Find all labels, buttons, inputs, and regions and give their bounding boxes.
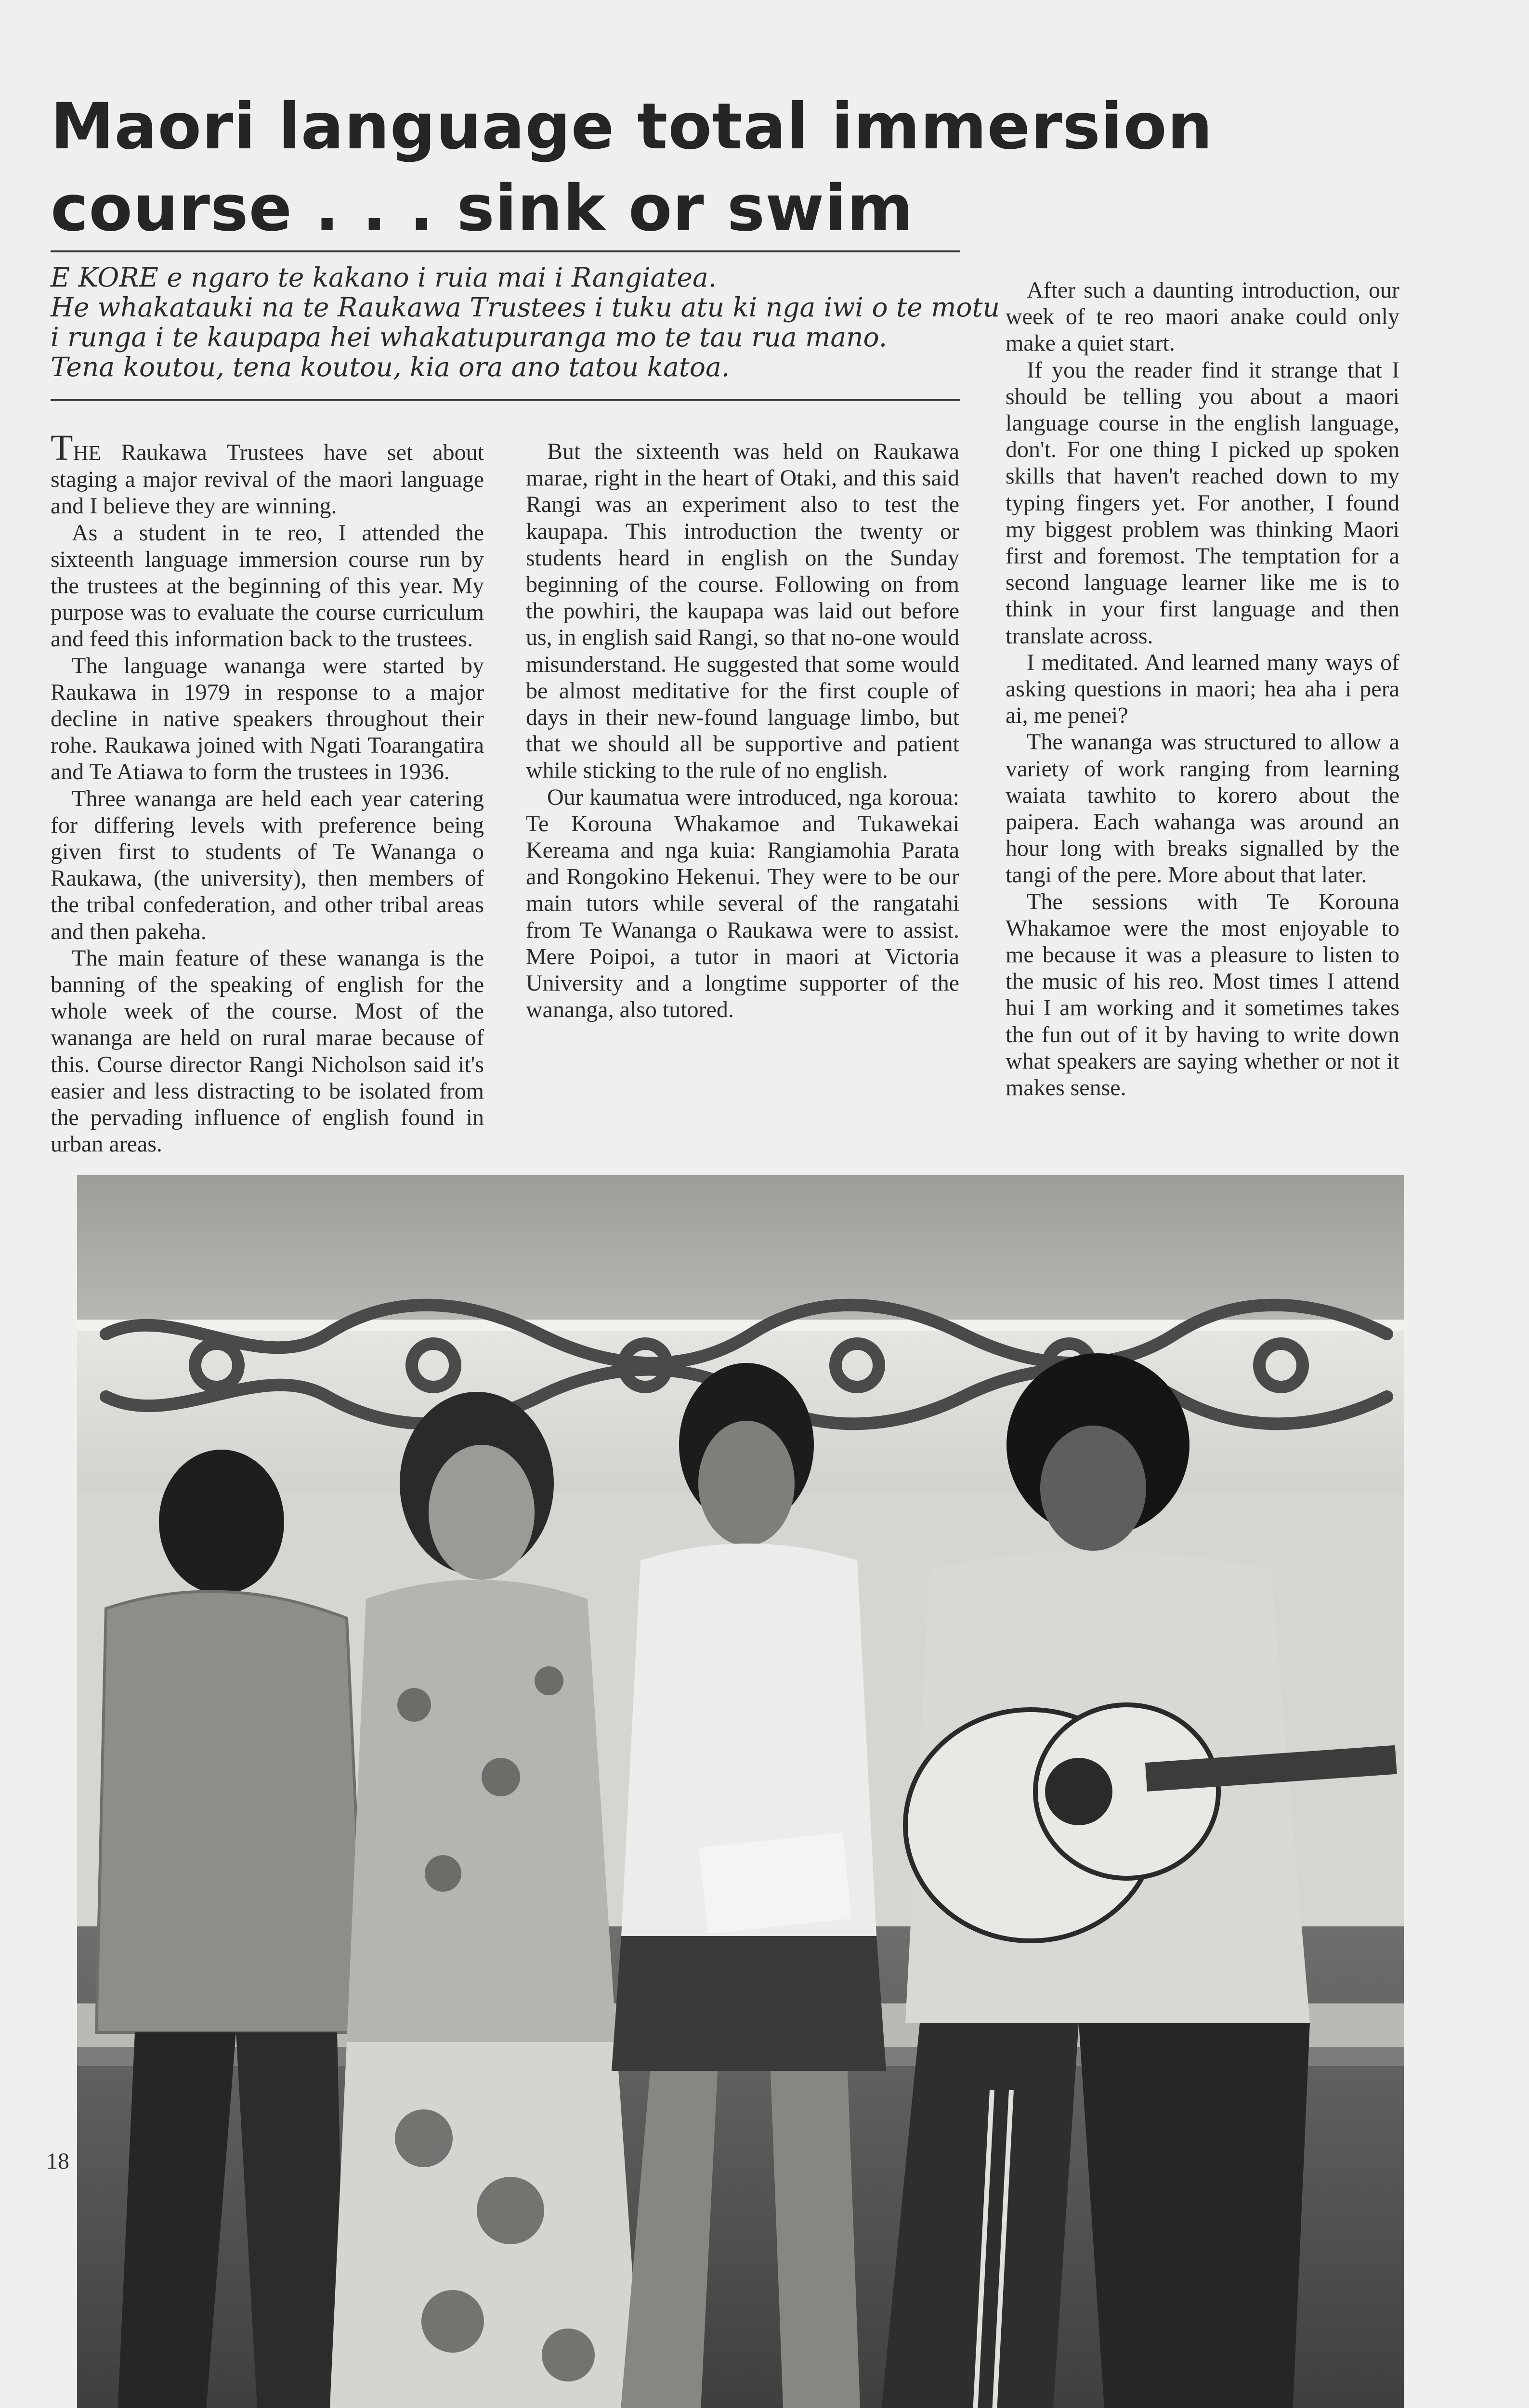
paragraph-10: I meditated. And learned many ways of asking questions in maori; hea aha i pera ai, me penei? [1006,649,1399,729]
paragraph-8: After such a daunting introduction, our week of te reo maori anake could only make a quiet start. [1006,277,1399,356]
paragraph-1-text: Raukawa Trustees have set about staging a major revival of the maori language and I believe they are winning. [51,440,484,519]
title-line-1: Maori language total immersion [51,90,1213,164]
article-column-2 [526,438,959,1023]
intro-line-1: E KORE e ngaro te kakano i ruia mai i Rangiatea. [51,262,717,293]
title-line-2: course . . . sink or swim [51,171,914,246]
paragraph-9: If you the reader find it strange that I should be telling you about a maori language course in the english language, don't. For one thing I picked up spoken skills that haven't reached down to my typing fingers yet. For another, I found my biggest problem was thinking Maori first and foremost. The temptation for a second language learner like me is to think in your first language and then translate across. [1006,357,1399,649]
paragraph-3: The language wananga were started by Raukawa in 1979 in response to a major decline in native speakers throughout their rohe. Raukawa joined with Ngati Toarangatira and Te Atiawa to form the trustees in 1936. [51,653,484,785]
paragraph-7: Our kaumatua were introduced, nga koroua: Te Korouna Whakamoe and Tukawekai Kereama and nga kuia: Rangiamohia Parata and Rongokino Hekenui. They were to be our main tutors while several of the rangatahi from Te Wananga o Raukawa were to assist. Mere Poipoi, a tutor in maori at Victoria University and a longtime supporter of the wananga, also tutored. [526,784,959,1023]
paragraph-4: Three wananga are held each year catering for differing levels with preference being given first to students of Te Wananga o Raukawa, (the university), then members of the tribal confederation, and other tribal areas and then pakeha. [51,785,484,944]
drop-cap: T [51,428,73,468]
photo-illustration [77,1175,1404,2408]
small-caps-lead: HE [73,441,102,465]
paragraph-5: The main feature of these wananga is the banning of the speaking of english for the whole week of the course. Most of the wananga are held on rural marae because of this. Course director Rangi Nicholson said it's easier and less distracting to be isolated from the pervading influence of english found in urban areas. [51,945,484,1157]
paragraph-6: But the sixteenth was held on Raukawa marae, right in the heart of Otaki, and this said Rangi was an experiment also to test the kaupapa. This introduction the twenty or students heard in english on the Sunday beginning of the course. Following on from the powhiri, the kaupapa was laid out before us, in english said Rangi, so that no-one would misunderstand. He suggested that some would be almost meditative for the first couple of days in their new-found language limbo, but that we should all be supportive and patient while sticking to the rule of no english. [526,439,959,784]
article-title [51,86,1312,249]
rule-bottom [51,399,960,401]
paragraph-11: The wananga was structured to allow a variety of work ranging from learning waiata tawhito to korero about the paipera. Each wahanga was around an hour long with breaks signalled by the tangi of the pere. More about that later. [1006,729,1399,888]
intro-line-4: Tena koutou, tena koutou, kia ora ano tatou katoa. [51,352,730,382]
rule-top [51,250,960,252]
paragraph-2: As a student in te reo, I attended the sixteenth language immersion course run by the trustees at the beginning of this year. My purpose was to evaluate the course curriculum and feed this information back to the trustees. [51,520,484,652]
article-column-3 [1006,277,1399,1101]
page-number: 18 [46,2148,69,2174]
intro-proverb [51,262,1000,382]
article-photo [77,1175,1404,2408]
intro-line-2: He whakatauki na te Raukawa Trustees i tuku atu ki nga iwi o te motu [51,292,1000,323]
paragraph-1 [51,428,484,520]
article-column-1 [51,428,484,1157]
intro-line-3: i runga i te kaupapa hei whakatupuranga mo te tau rua mano. [51,322,888,353]
paragraph-12: The sessions with Te Korouna Whakamoe were the most enjoyable to me because it was a pleasure to listen to the music of his reo. Most times I attend hui I am working and it sometimes takes the fun out of it by having to write down what speakers are saying whether or not it makes sense. [1006,889,1399,1101]
